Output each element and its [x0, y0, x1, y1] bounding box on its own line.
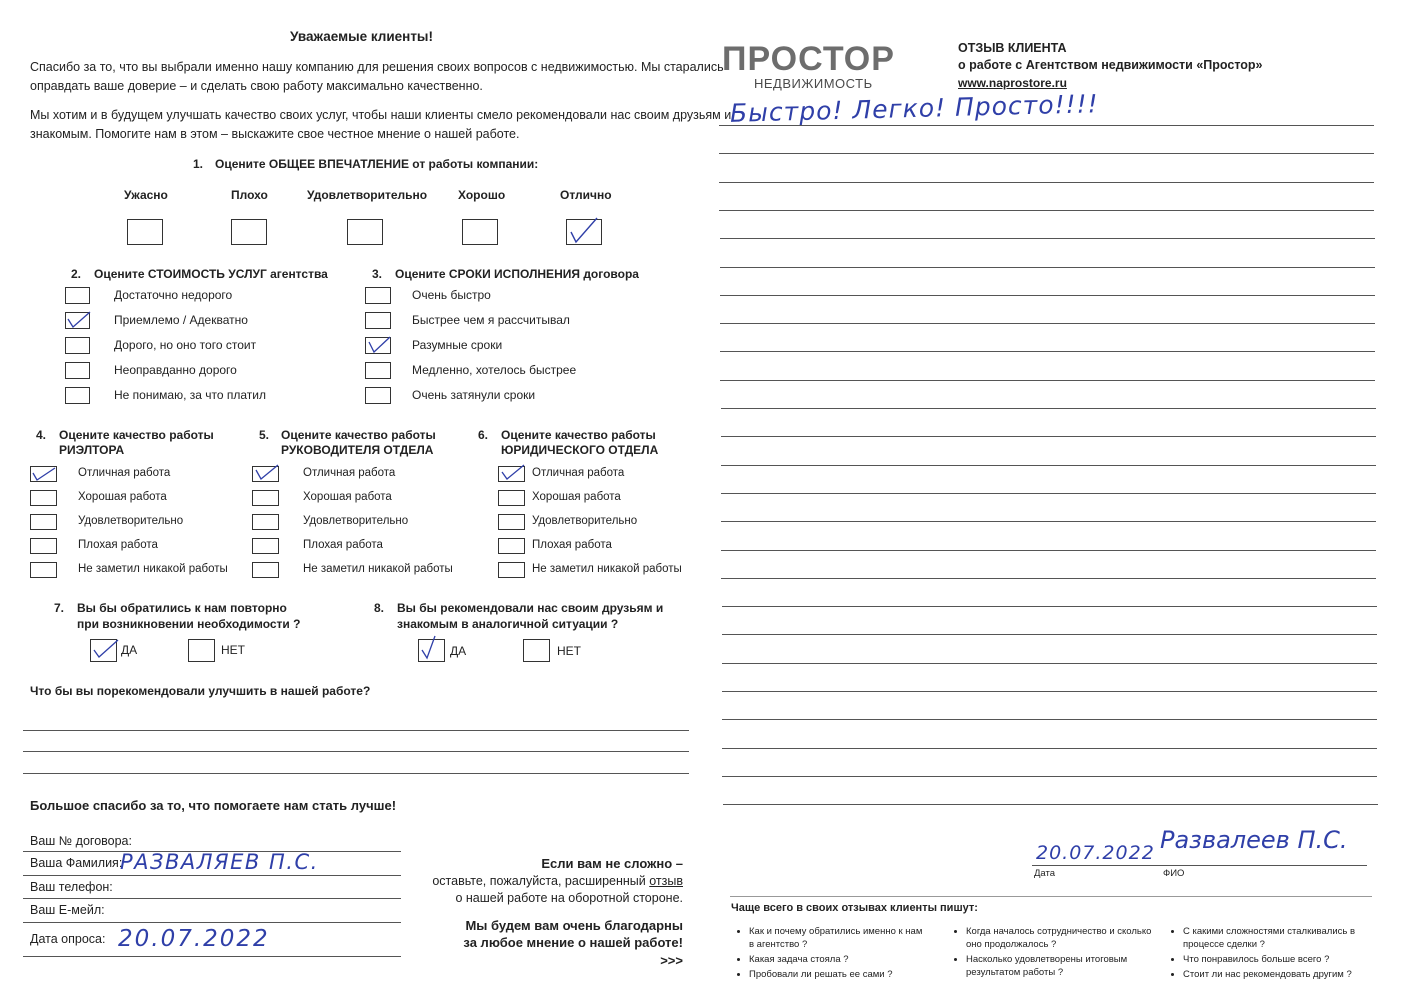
review-writing-line[interactable]: [722, 691, 1377, 692]
q1-option-label: Отлично: [560, 188, 612, 202]
website-link[interactable]: www.naprostore.ru: [958, 76, 1067, 90]
q4-option-label: Удовлетворительно: [78, 515, 184, 527]
q6-checkbox[interactable]: [498, 562, 525, 578]
tips-column-2: [952, 925, 1152, 981]
q4-title-line2: РИЭЛТОРА: [59, 443, 125, 457]
tips-divider: [730, 896, 1372, 897]
review-writing-line[interactable]: [719, 125, 1374, 126]
review-writing-line[interactable]: [722, 719, 1377, 720]
review-link[interactable]: отзыв: [649, 874, 683, 888]
q1-option-label: Плохо: [231, 188, 268, 202]
note-line4: Мы будем вам очень благодарны: [465, 918, 683, 933]
q3-option-label: Разумные сроки: [412, 338, 503, 352]
q7-yes-checkbox-selected[interactable]: [90, 639, 117, 662]
q1-option-label: Удовлетворительно: [307, 188, 428, 202]
checkmark-icon: [31, 467, 61, 487]
checkmark-icon: [567, 220, 607, 250]
q7-no-label: НЕТ: [221, 643, 245, 657]
q7-title-line2: при возникновении необходимости ?: [77, 617, 301, 631]
q4-number: 4.: [36, 428, 47, 442]
note-line2: [420, 873, 683, 890]
q8-yes-label: ДА: [450, 644, 467, 658]
q5-option-label: Удовлетворительно: [303, 515, 409, 527]
q6-option-label: Отличная работа: [532, 467, 625, 479]
q2-checkbox[interactable]: [65, 387, 90, 404]
date-field[interactable]: [23, 956, 401, 957]
q2-number: 2.: [71, 267, 82, 281]
logo-wordmark: ПРОСТОР: [722, 40, 895, 78]
q7-yes-label: ДА: [121, 643, 138, 657]
q4-checkbox[interactable]: [30, 538, 57, 554]
q3-title: Оцените СРОКИ ИСПОЛНЕНИЯ договора: [395, 267, 639, 281]
tips-title: Чаще всего в своих отзывах клиенты пишут:: [731, 902, 978, 914]
review-writing-line[interactable]: [721, 493, 1376, 494]
note-line1: Если вам не сложно –: [541, 856, 683, 871]
q5-option-label: Не заметил никакой работы: [303, 563, 453, 575]
q1-title: Оцените ОБЩЕЕ ВПЕЧАТЛЕНИЕ от работы компании:: [215, 157, 539, 171]
review-writing-line[interactable]: [722, 748, 1377, 749]
review-writing-line[interactable]: [720, 351, 1375, 352]
q1-option-label: Хорошо: [458, 188, 506, 202]
tips-column-1: [735, 925, 925, 983]
phone-label: Ваш телефон:: [30, 880, 113, 894]
q6-title-line2: ЮРИДИЧЕСКОГО ОТДЕЛА: [501, 443, 659, 457]
q5-checkbox[interactable]: [252, 562, 279, 578]
prostor-logo: [722, 40, 912, 92]
q5-title-line2: РУКОВОДИТЕЛЯ ОТДЕЛА: [281, 443, 434, 457]
q2-title: Оцените СТОИМОСТЬ УСЛУГ агентства: [94, 267, 328, 281]
review-writing-line[interactable]: [720, 238, 1375, 239]
q2-option-label: Неоправданно дорого: [114, 363, 237, 377]
q2-option-label: Приемлемо / Адекватно: [114, 313, 248, 327]
checkmark-icon: [366, 338, 396, 360]
greeting-heading: Уважаемые клиенты!: [290, 29, 433, 44]
q8-yes-checkbox-selected[interactable]: [418, 639, 445, 662]
surname-value[interactable]: РАЗВАЛЯЕВ П.С.: [120, 850, 319, 874]
logo-subtitle: НЕДВИЖИМОСТЬ: [754, 76, 873, 91]
signature-date-value[interactable]: 20.07.2022: [1036, 842, 1155, 864]
q5-title-line1: Оцените качество работы: [281, 428, 436, 442]
review-title: ОТЗЫВ КЛИЕНТА: [958, 41, 1067, 55]
review-writing-line[interactable]: [722, 776, 1377, 777]
surname-label: Ваша Фамилия:: [30, 856, 123, 870]
q6-option-label: Удовлетворительно: [532, 515, 638, 527]
q2-checkbox-selected[interactable]: [65, 312, 90, 329]
review-writing-line[interactable]: [722, 663, 1377, 664]
signature-date-label: Дата: [1034, 868, 1056, 879]
q1-option-label: Ужасно: [124, 188, 168, 202]
q6-checkbox[interactable]: [498, 490, 525, 506]
review-writing-line[interactable]: [723, 804, 1378, 805]
tip-item: • Насколько удовлетворены итоговым результатом работы ?: [966, 953, 1152, 979]
intro-p1-line2: оправдать ваше доверие – и сделать свою работу максимально качественно.: [30, 79, 483, 93]
checkmark-icon: [419, 640, 449, 665]
review-writing-line[interactable]: [720, 267, 1375, 268]
back-side-note: [420, 855, 683, 971]
q3-option-label: Быстрее чем я рассчитывал: [412, 313, 570, 327]
q6-option-label: Не заметил никакой работы: [532, 563, 682, 575]
q4-title-line1: Оцените качество работы: [59, 428, 214, 442]
q3-checkbox[interactable]: [365, 362, 391, 379]
tip-item: • Пробовали ли решать ее сами ?: [749, 968, 925, 981]
review-writing-line[interactable]: [722, 606, 1377, 607]
review-writing-line[interactable]: [720, 380, 1375, 381]
q3-option-label: Очень быстро: [412, 288, 491, 302]
date-value[interactable]: 20.07.2022: [118, 926, 270, 952]
q1-checkbox[interactable]: [127, 219, 163, 245]
intro-p2-line1: Мы хотим и в будущем улучшать качество своих услуг, чтобы наши клиенты смело рекомендовали нас своим друзьям и: [30, 108, 732, 122]
email-label: Ваш Е-мейл:: [30, 903, 105, 917]
q3-checkbox[interactable]: [365, 387, 391, 404]
q7-no-checkbox[interactable]: [188, 639, 215, 662]
note-line3: о нашей работе на оборотной стороне.: [455, 891, 683, 905]
review-writing-line[interactable]: [720, 323, 1375, 324]
checkmark-icon: [91, 640, 121, 665]
review-subtitle: о работе с Агентством недвижимости «Простор»: [958, 58, 1263, 72]
q5-option-label: Плохая работа: [303, 539, 383, 551]
q2-checkbox[interactable]: [65, 337, 90, 354]
intro-p1-line1: Спасибо за то, что вы выбрали именно нашу компанию для решения своих вопросов с недвижимостью. Мы старались: [30, 60, 724, 74]
review-handwritten-text[interactable]: Быстро! Легко! Просто!!!!: [729, 89, 1099, 128]
thanks-heading: Большое спасибо за то, что помогаете нам стать лучше!: [30, 798, 397, 813]
tip-item: • Стоит ли нас рекомендовать другим ?: [1183, 968, 1364, 981]
q6-checkbox[interactable]: [498, 514, 525, 530]
checkmark-icon: [253, 467, 283, 487]
q4-option-label: Отличная работа: [78, 467, 171, 479]
q2-option-label: Достаточно недорого: [114, 288, 233, 302]
q7-number: 7.: [54, 601, 65, 615]
review-writing-line[interactable]: [721, 436, 1376, 437]
signature-line[interactable]: [1032, 865, 1367, 866]
q5-checkbox-selected[interactable]: [252, 466, 279, 482]
q6-checkbox[interactable]: [498, 538, 525, 554]
review-writing-line[interactable]: [719, 182, 1374, 183]
review-writing-line[interactable]: [722, 634, 1377, 635]
note-line5: за любое мнение о нашей работе!: [463, 935, 683, 950]
q8-title-line2: знакомым в аналогичной ситуации ?: [397, 617, 619, 631]
email-field[interactable]: [23, 922, 401, 923]
note-line2-text: оставьте, пожалуйста, расширенный: [432, 874, 650, 888]
phone-field[interactable]: [23, 898, 401, 899]
q8-no-label: НЕТ: [557, 644, 581, 658]
q5-option-label: Отличная работа: [303, 467, 396, 479]
improve-answer-line[interactable]: [23, 751, 689, 752]
q6-option-label: Хорошая работа: [532, 491, 621, 503]
q8-no-checkbox[interactable]: [523, 639, 550, 662]
review-writing-line[interactable]: [719, 210, 1374, 211]
intro-paragraph-1: [30, 58, 724, 96]
q1-checkbox[interactable]: [347, 219, 383, 245]
date-label: Дата опроса:: [30, 932, 106, 946]
q6-option-label: Плохая работа: [532, 539, 612, 551]
q1-checkbox-selected[interactable]: [566, 219, 602, 245]
checkmark-icon: [66, 313, 96, 335]
arrows-indicator: >>>: [660, 953, 683, 968]
review-writing-line[interactable]: [721, 465, 1376, 466]
q4-option-label: Плохая работа: [78, 539, 158, 551]
q6-checkbox-selected[interactable]: [498, 466, 525, 482]
q3-checkbox[interactable]: [365, 312, 391, 329]
q2-checkbox[interactable]: [65, 287, 90, 304]
q2-option-label: Не понимаю, за что платил: [114, 388, 267, 402]
tip-item: • Что понравилось больше всего ?: [1183, 953, 1364, 966]
q5-number: 5.: [259, 428, 270, 442]
q6-number: 6.: [478, 428, 489, 442]
q2-option-label: Дорого, но оно того стоит: [114, 338, 257, 352]
tip-item: • Какая задача стояла ?: [749, 953, 925, 966]
q3-checkbox-selected[interactable]: [365, 337, 391, 354]
tip-item: • Как и почему обратились именно к нам в агентство ?: [749, 925, 925, 951]
q8-title-line1: Вы бы рекомендовали нас своим друзьям и: [397, 601, 664, 615]
signature-name-label: ФИО: [1163, 868, 1185, 879]
contract-label: Ваш № договора:: [30, 834, 132, 848]
review-writing-line[interactable]: [721, 578, 1376, 579]
q3-number: 3.: [372, 267, 383, 281]
improve-answer-line[interactable]: [23, 773, 689, 774]
tip-item: • С какими сложностями сталкивались в процессе сделки ?: [1183, 925, 1364, 951]
q1-checkbox[interactable]: [231, 219, 267, 245]
intro-p2-line2: знакомым. Помогите нам в этом – выскажите свое честное мнение о нашей работе.: [30, 127, 520, 141]
q5-checkbox[interactable]: [252, 514, 279, 530]
q5-option-label: Хорошая работа: [303, 491, 392, 503]
checkmark-icon: [499, 467, 529, 487]
q2-checkbox[interactable]: [65, 362, 90, 379]
improve-answer-line[interactable]: [23, 730, 689, 731]
review-writing-line[interactable]: [721, 550, 1376, 551]
intro-paragraph-2: [30, 106, 731, 144]
q5-checkbox[interactable]: [252, 538, 279, 554]
q1-checkbox[interactable]: [462, 219, 498, 245]
q4-checkbox-selected[interactable]: [30, 466, 57, 482]
q3-option-label: Медленно, хотелось быстрее: [412, 363, 577, 377]
q4-option-label: Хорошая работа: [78, 491, 167, 503]
q3-option-label: Очень затянули сроки: [412, 388, 536, 402]
improve-question: Что бы вы порекомендовали улучшить в нашей работе?: [30, 684, 371, 698]
surname-field[interactable]: [23, 875, 401, 876]
q1-number: 1.: [193, 157, 204, 171]
q4-checkbox[interactable]: [30, 562, 57, 578]
q5-checkbox[interactable]: [252, 490, 279, 506]
review-writing-line[interactable]: [719, 153, 1374, 154]
review-writing-line[interactable]: [721, 521, 1376, 522]
q7-title-line1: Вы бы обратились к нам повторно: [77, 601, 287, 615]
signature-name-value[interactable]: Развалеев П.С.: [1160, 826, 1348, 854]
q4-checkbox[interactable]: [30, 514, 57, 530]
q8-number: 8.: [374, 601, 385, 615]
q6-title-line1: Оцените качество работы: [501, 428, 656, 442]
q4-option-label: Не заметил никакой работы: [78, 563, 228, 575]
q4-checkbox[interactable]: [30, 490, 57, 506]
q3-checkbox[interactable]: [365, 287, 391, 304]
review-writing-line[interactable]: [721, 408, 1376, 409]
review-writing-line[interactable]: [720, 295, 1375, 296]
tips-column-3: [1169, 925, 1364, 983]
tip-item: • Когда началось сотрудничество и сколько оно продолжалось ?: [966, 925, 1152, 951]
